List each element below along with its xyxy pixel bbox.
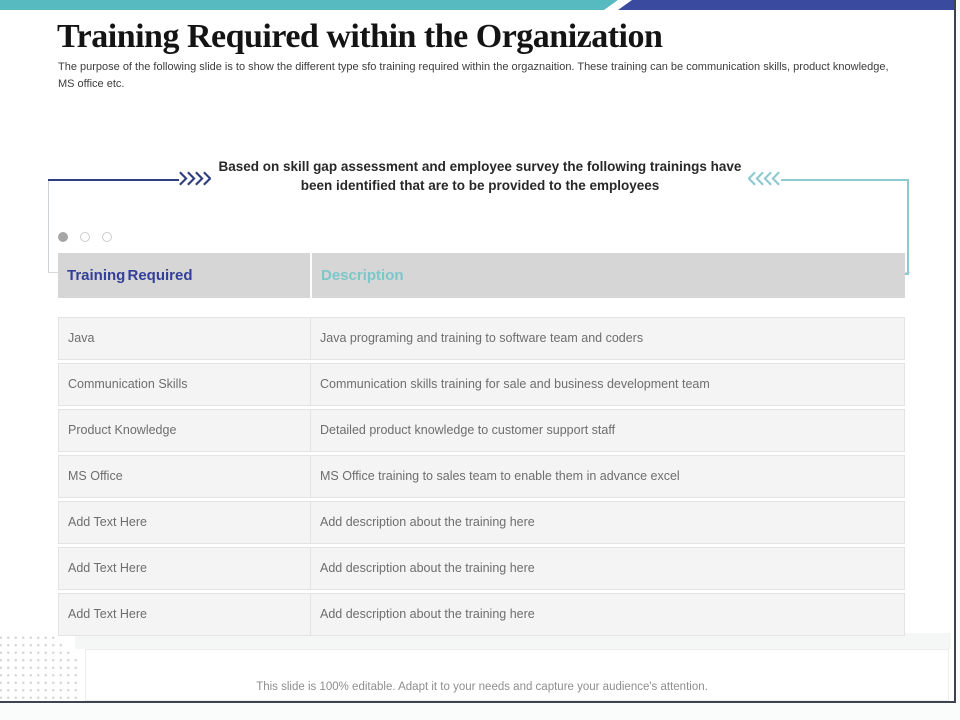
- table-row: [58, 363, 905, 406]
- column-header-training: Training Required: [67, 267, 193, 284]
- training-cell: Communication Skills: [68, 377, 188, 391]
- callout-left-line: [48, 179, 179, 181]
- description-cell: Add description about the training here: [310, 502, 904, 543]
- callout-heading: Based on skill gap assessment and employee survey the following trainings have been identified that are to be provided to the employees: [218, 159, 742, 193]
- table-spacer: [58, 298, 905, 317]
- carousel-dot[interactable]: [80, 232, 90, 242]
- carousel-dot-active[interactable]: [58, 232, 68, 242]
- description-cell: Java programing and training to software team and coders: [310, 318, 904, 359]
- table-row: [58, 547, 905, 590]
- column-header-description: Description: [310, 253, 905, 298]
- description-cell: Detailed product knowledge to customer support staff: [310, 410, 904, 451]
- carousel-dot[interactable]: [102, 232, 112, 242]
- footer-note-box: [85, 649, 949, 701]
- description-cell: Communication skills training for sale and business development team: [310, 364, 904, 405]
- training-cell: Add Text Here: [68, 515, 147, 529]
- training-cell: Product Knowledge: [68, 423, 177, 437]
- training-cell: Add Text Here: [68, 607, 147, 621]
- training-cell: Add Text Here: [68, 561, 147, 575]
- description-cell: Add description about the training here: [310, 594, 904, 635]
- table-row: [58, 317, 905, 360]
- description-cell: MS Office training to sales team to enable them in advance excel: [310, 456, 904, 497]
- table-row: [58, 593, 905, 636]
- training-table: [58, 253, 905, 639]
- table-header-row: [58, 253, 905, 298]
- training-cell: MS Office: [68, 469, 123, 483]
- page-title: Training Required within the Organization: [57, 18, 663, 55]
- footer-note: This slide is 100% editable. Adapt it to your needs and capture your audience's attention.: [256, 681, 708, 693]
- table-row: [58, 455, 905, 498]
- chevrons-left-icon: [748, 169, 780, 188]
- training-cell: Java: [68, 331, 95, 345]
- description-cell: Add description about the training here: [310, 548, 904, 589]
- table-row: [58, 501, 905, 544]
- carousel-dots: [58, 232, 124, 242]
- table-row: [58, 409, 905, 452]
- slide-subtitle: The purpose of the following slide is to show the different type sfo training required within the orgaznaition. These training can be communication skills, product knowledge, MS office etc.: [58, 61, 889, 90]
